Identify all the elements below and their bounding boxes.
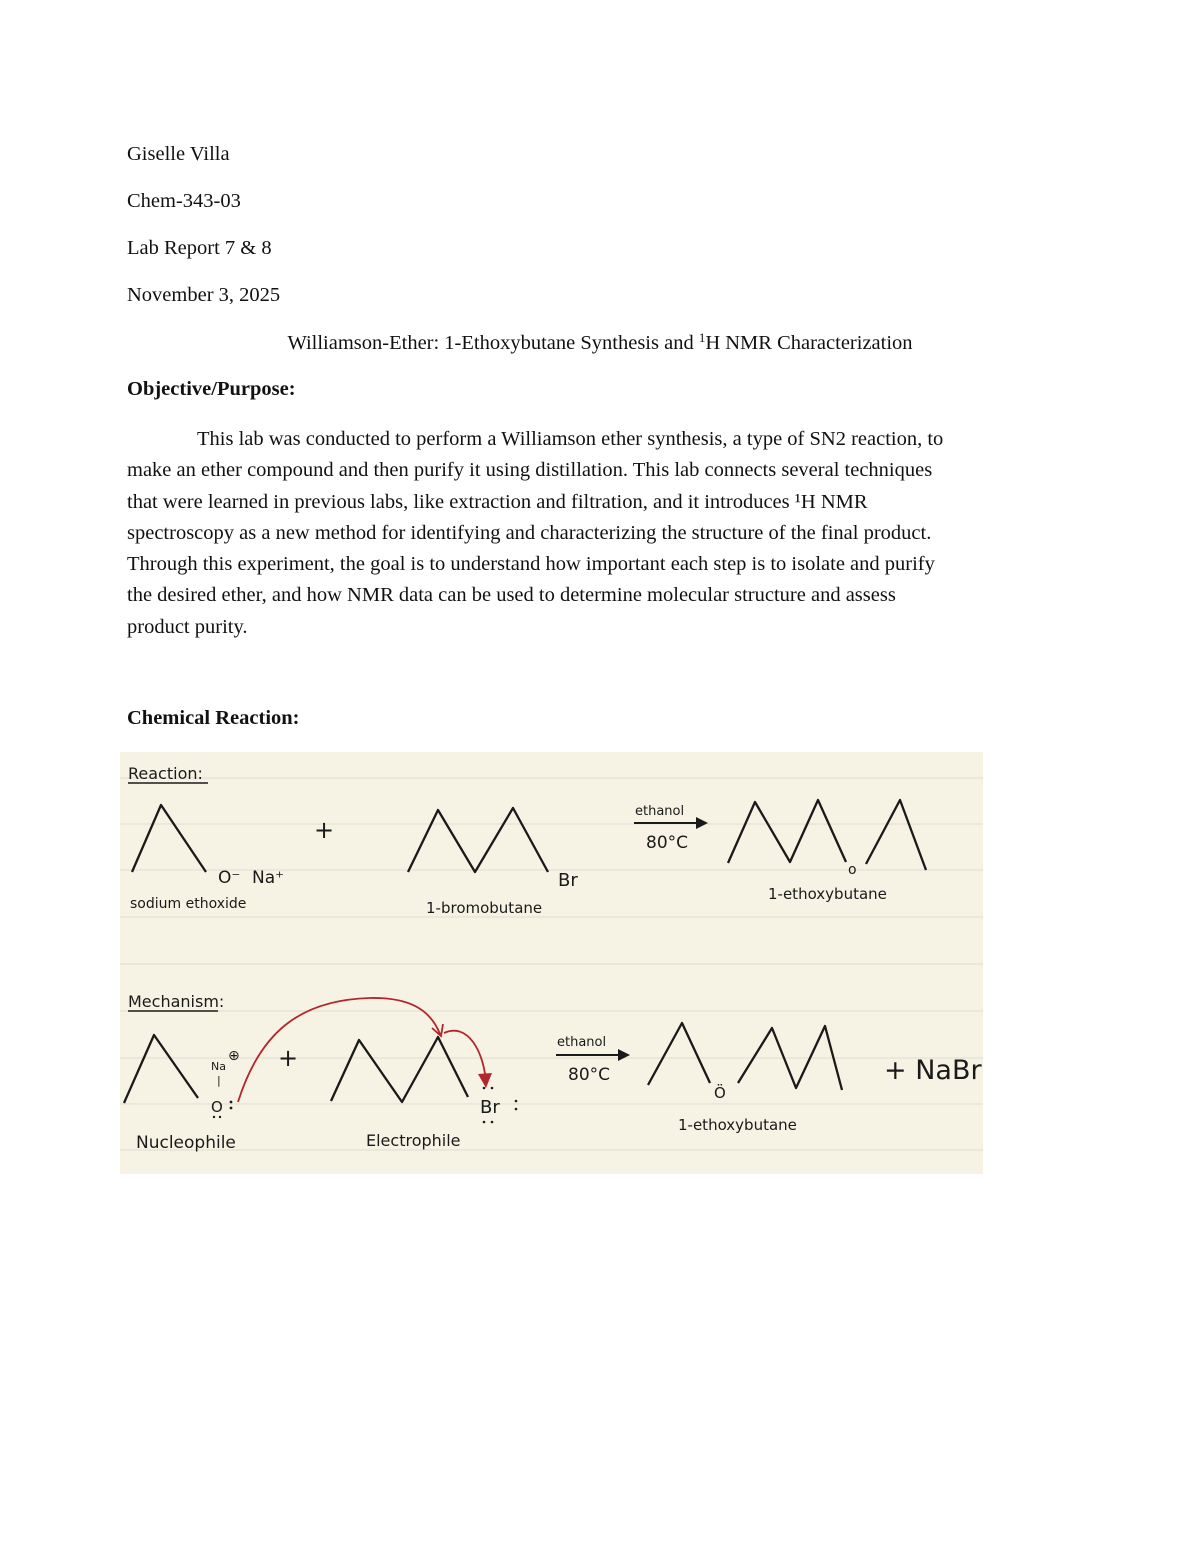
sodium-ion: Na⁺ bbox=[252, 868, 285, 888]
paragraph-line: Through this experiment, the goal is to understand how important each step is to isolate and purify bbox=[127, 553, 935, 576]
title-superscript: 1 bbox=[698, 330, 706, 345]
plus-sign: + bbox=[314, 816, 335, 844]
product-oxygen: o bbox=[848, 862, 857, 878]
paragraph-line: This lab was conducted to perform a Williamson ether synthesis, a type of SN2 reaction, to bbox=[197, 428, 944, 450]
sodium-atom: Na bbox=[211, 1060, 226, 1073]
lone-pair-dot bbox=[515, 1100, 518, 1103]
lone-pair-dot bbox=[515, 1108, 518, 1111]
nucleophile-label: Nucleophile bbox=[136, 1133, 236, 1153]
sodium-ethoxide-label: sodium ethoxide bbox=[130, 896, 247, 912]
leaving-bromine: Br bbox=[480, 1097, 500, 1118]
ionic-bond: | bbox=[217, 1074, 221, 1087]
lone-pair-dot bbox=[230, 1101, 233, 1104]
objective-paragraph bbox=[127, 424, 1057, 643]
ethoxide-oxygen: O⁻ bbox=[218, 868, 241, 888]
electrophile-label: Electrophile bbox=[366, 1131, 461, 1150]
lone-pair-dot bbox=[491, 1121, 494, 1124]
nucleophile-oxygen: O bbox=[211, 1098, 223, 1116]
paragraph-line: product purity. bbox=[127, 615, 248, 638]
lone-pair-dot bbox=[213, 1116, 215, 1118]
lone-pair-dot bbox=[219, 1116, 221, 1118]
mechanism-plus-sign: + bbox=[278, 1044, 299, 1072]
reaction-drawing bbox=[120, 752, 983, 1174]
reaction-heading: Chemical Reaction: bbox=[127, 707, 300, 729]
mechanism-solvent: ethanol bbox=[557, 1035, 607, 1050]
title-part-1: Williamson-Ether: 1-Ethoxybutane Synthesis and bbox=[287, 332, 699, 354]
solvent-label: ethanol bbox=[635, 804, 685, 819]
title-part-2: H NMR Characterization bbox=[705, 332, 913, 354]
mechanism-temperature: 80°C bbox=[568, 1065, 611, 1085]
author-name: Giselle Villa bbox=[127, 143, 230, 165]
reaction-figure bbox=[120, 752, 983, 1174]
lone-pair-dot bbox=[483, 1121, 486, 1124]
mechanism-label: Mechanism: bbox=[128, 992, 225, 1011]
lone-pair-dot bbox=[230, 1107, 233, 1110]
lone-pair-dot bbox=[491, 1087, 494, 1090]
course-code: Chem-343-03 bbox=[127, 190, 241, 212]
temperature-label: 80°C bbox=[646, 833, 689, 853]
mechanism-product-oxygen: Ö bbox=[714, 1084, 726, 1102]
product-label: 1-ethoxybutane bbox=[768, 885, 887, 903]
positive-charge: ⊕ bbox=[228, 1048, 240, 1064]
notebook-paper bbox=[120, 752, 983, 1174]
lone-pair-dot bbox=[483, 1087, 486, 1090]
document-title bbox=[0, 330, 1200, 355]
mechanism-product-label: 1-ethoxybutane bbox=[678, 1116, 797, 1134]
objective-heading: Objective/Purpose: bbox=[127, 378, 296, 400]
paragraph-line: that were learned in previous labs, like extraction and filtration, and it introduces ¹H NMR bbox=[127, 490, 868, 513]
report-date: November 3, 2025 bbox=[127, 284, 281, 306]
reaction-label: Reaction: bbox=[128, 764, 203, 783]
report-label: Lab Report 7 & 8 bbox=[127, 237, 272, 259]
paragraph-line: spectroscopy as a new method for identifying and characterizing the structure of the final product. bbox=[127, 521, 932, 544]
bromobutane-label: 1-bromobutane bbox=[426, 899, 543, 917]
paragraph-line: make an ether compound and then purify it using distillation. This lab connects several techniques bbox=[127, 459, 933, 482]
sodium-bromide: + NaBr bbox=[884, 1055, 982, 1086]
paragraph-line: the desired ether, and how NMR data can be used to determine molecular structure and assess bbox=[127, 584, 896, 607]
bromine-atom: Br bbox=[558, 870, 578, 891]
